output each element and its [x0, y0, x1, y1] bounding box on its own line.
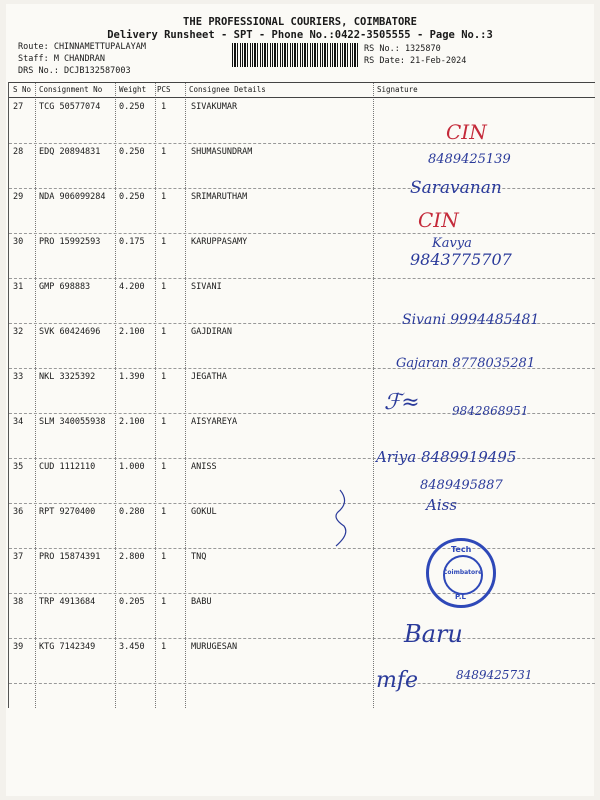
row-consignment: RPT 9270400	[39, 507, 96, 517]
signature-handwriting: Aiss	[426, 496, 458, 514]
row-sno: 35	[13, 462, 24, 472]
row-consignee: KARUPPASAMY	[191, 237, 248, 247]
runsheet-table	[8, 82, 595, 708]
table-row	[9, 593, 595, 639]
signature-handwriting: 9843775707	[410, 250, 512, 269]
rs-date: RS Date: 21-Feb-2024	[364, 56, 467, 66]
row-pcs: 1	[161, 327, 167, 337]
table-row	[9, 98, 595, 144]
signature-handwriting: Ariya 8489919495	[376, 448, 517, 466]
header-weight: Weight	[119, 85, 147, 94]
row-weight: 0.250	[119, 147, 145, 157]
signature-handwriting: Gajaran 8778035281	[396, 356, 536, 371]
barcode	[232, 43, 358, 67]
company-title: THE PROFESSIONAL COURIERS, COIMBATORE	[183, 16, 417, 28]
row-sno: 38	[13, 597, 24, 607]
row-consignment: PRO 15874391	[39, 552, 101, 562]
route-label: Route: CHINNAMETTUPALAYAM	[18, 42, 146, 52]
pen-scribble	[330, 488, 352, 548]
row-weight: 2.100	[119, 327, 145, 337]
header-consignment: Consignment No	[39, 85, 103, 94]
row-sno: 37	[13, 552, 24, 562]
row-pcs: 1	[161, 192, 167, 202]
row-consignee: SHUMASUNDRAM	[191, 147, 253, 157]
signature-scribble: ℱ≈	[384, 390, 420, 415]
runsheet-subtitle: Delivery Runsheet - SPT - Phone No.:0422-3505555 - Page No.:3	[107, 29, 493, 41]
row-sno: 29	[13, 192, 24, 202]
row-consignee: BABU	[191, 597, 212, 607]
signature-handwriting: Sivani 9994485481	[402, 312, 540, 328]
stamp-text: Tech	[451, 545, 472, 554]
row-weight: 1.000	[119, 462, 145, 472]
row-weight: 2.100	[119, 417, 145, 427]
row-consignment: EDQ 20894831	[39, 147, 101, 157]
row-weight: 2.800	[119, 552, 145, 562]
row-sno: 31	[13, 282, 24, 292]
row-pcs: 1	[161, 507, 167, 517]
stamp-text: Coimbatore	[443, 569, 483, 576]
row-weight: 3.450	[119, 642, 145, 652]
signature-handwriting: 8489495887	[420, 478, 503, 493]
row-sno: 36	[13, 507, 24, 517]
row-consignment: NKL 3325392	[39, 372, 96, 382]
signature-handwriting: 8489425139	[428, 152, 511, 167]
signature-handwriting: mfe	[376, 668, 419, 693]
row-consignment: PRO 15992593	[39, 237, 101, 247]
row-consignee: GOKUL	[191, 507, 217, 517]
row-consignee: JEGATHA	[191, 372, 227, 382]
signature-handwriting: Baru	[404, 620, 463, 648]
row-weight: 0.280	[119, 507, 145, 517]
row-consignment: TRP 4913684	[39, 597, 96, 607]
row-weight: 0.250	[119, 102, 145, 112]
row-sno: 34	[13, 417, 24, 427]
company-stamp	[426, 538, 496, 608]
row-sno: 28	[13, 147, 24, 157]
row-consignee: SIVANI	[191, 282, 222, 292]
row-weight: 4.200	[119, 282, 145, 292]
row-consignee: TNQ	[191, 552, 207, 562]
row-pcs: 1	[161, 372, 167, 382]
header-sno: S No	[13, 85, 32, 94]
row-sno: 27	[13, 102, 24, 112]
header-signature: Signature	[377, 85, 418, 94]
row-consignment: NDA 906099284	[39, 192, 106, 202]
row-consignee: SIVAKUMAR	[191, 102, 238, 112]
row-consignee: AISYAREYA	[191, 417, 238, 427]
row-pcs: 1	[161, 147, 167, 157]
signature-handwriting: Kavya	[432, 236, 472, 251]
row-consignment: GMP 698883	[39, 282, 91, 292]
row-consignment: SVK 60424696	[39, 327, 101, 337]
row-pcs: 1	[161, 462, 167, 472]
signature-handwriting: Saravanan	[410, 178, 502, 198]
row-sno: 32	[13, 327, 24, 337]
row-consignee: GAJDIRAN	[191, 327, 232, 337]
row-sno: 39	[13, 642, 24, 652]
row-pcs: 1	[161, 102, 167, 112]
signature-handwriting: 8489425731	[456, 668, 533, 682]
drs-number: DRS No.: DCJB132587003	[18, 66, 131, 76]
row-consignment: SLM 340055938	[39, 417, 106, 427]
header-consignee: Consignee Details	[189, 85, 266, 94]
header-pcs: PCS	[157, 85, 171, 94]
staff-label: Staff: M CHANDRAN	[18, 54, 105, 64]
signature-handwriting: CIN	[418, 208, 459, 232]
row-consignee: MURUGESAN	[191, 642, 238, 652]
table-row	[9, 503, 595, 549]
row-pcs: 1	[161, 417, 167, 427]
row-consignment: CUD 1112110	[39, 462, 96, 472]
row-pcs: 1	[161, 642, 167, 652]
row-weight: 1.390	[119, 372, 145, 382]
row-pcs: 1	[161, 597, 167, 607]
signature-handwriting: CIN	[446, 120, 487, 144]
row-pcs: 1	[161, 282, 167, 292]
stamp-text: P.L	[455, 593, 466, 601]
row-weight: 0.205	[119, 597, 145, 607]
row-pcs: 1	[161, 552, 167, 562]
row-pcs: 1	[161, 237, 167, 247]
row-weight: 0.250	[119, 192, 145, 202]
row-sno: 33	[13, 372, 24, 382]
rs-number: RS No.: 1325870	[364, 44, 441, 54]
row-consignment: KTG 7142349	[39, 642, 96, 652]
row-consignment: TCG 50577074	[39, 102, 101, 112]
table-row	[9, 548, 595, 594]
table-header	[9, 82, 595, 98]
signature-handwriting: 9842868951	[452, 404, 529, 418]
table-row	[9, 188, 595, 234]
row-sno: 30	[13, 237, 24, 247]
row-consignee: ANISS	[191, 462, 217, 472]
row-weight: 0.175	[119, 237, 145, 247]
row-consignee: SRIMARUTHAM	[191, 192, 248, 202]
